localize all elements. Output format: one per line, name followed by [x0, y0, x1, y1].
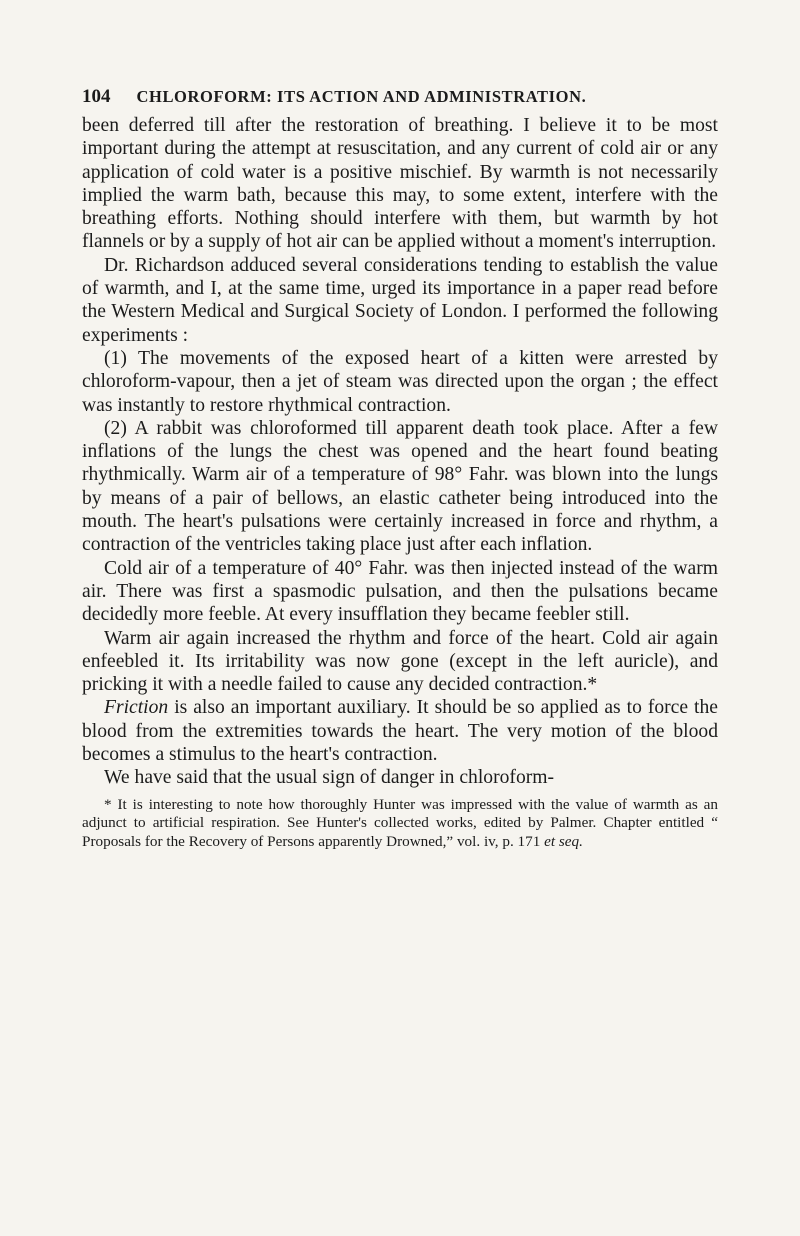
paragraph-cold-air: Cold air of a temperature of 40° Fahr. was then injected instead of the warm air. There was first a spasmodic pulsation, and then the pulsations became decidedly more feeble. At every insufflation they became feebler still. — [82, 557, 718, 626]
footnote-text — [82, 796, 718, 852]
paragraph-warm-air-again: Warm air again increased the rhythm and force of the heart. Cold air again enfeebled it. Its irritability was now gone (except in the left auricle), and pricking it with a needle failed to cause any decided contraction.* — [82, 627, 718, 696]
friction-term: Friction — [104, 697, 169, 719]
paragraph-last: We have said that the usual sign of danger in chloroform- — [104, 767, 555, 789]
running-head — [82, 86, 718, 108]
paragraph-friction — [82, 696, 718, 766]
paragraph-experiment-2: (2) A rabbit was chloroformed till apparent death took place. After a few inflations of the lungs the chest was opened and the heart found beating rhythmically. Warm air of a temperature of 98° Fahr. was blown into the lungs by means of a pair of bellows, an elastic catheter being introduced into the mouth. The heart's pulsations were certainly increased in force and rhythm, a contraction of the ventricles taking place just after each inflation. — [82, 417, 718, 556]
paragraph-richardson: Dr. Richardson adduced several considerations tending to establish the value of warmth, and I, at the same time, urged its importance in a paper read before the Western Medical and Surgical Society of London. I performed the following experiments : — [82, 254, 718, 346]
footnote-body: * It is interesting to note how thoroughly Hunter was impressed with the value of warmth as an adjunct to artificial respiration. See Hunter's collected works, edited by Palmer. Chapter entitled “ Proposals for the Recovery of Persons apparently Drowned,” vol. iv, p. 171 — [82, 795, 718, 851]
page-number: 104 — [82, 86, 111, 107]
paragraph-experiment-1: (1) The movements of the exposed heart of a kitten were arrested by chloroform-vapour, then a jet of steam was directed upon the organ ; the effect was instantly to restore rhythmical contraction. — [82, 347, 718, 416]
body-text — [82, 114, 718, 790]
footnote — [82, 796, 718, 852]
running-title: CHLOROFORM: ITS ACTION AND ADMINISTRATION. — [136, 87, 587, 106]
paragraph-continuation: been deferred till after the restoration of breathing. I believe it to be most important during the attempt at resuscitation, and any current of cold air or any application of cold water is a positive mischief. By warmth is not necessarily implied the warm bath, because this may, to some extent, interfere with the breathing efforts. Nothing should interfere with them, but warmth by hot flannels or by a supply of hot air can be applied without a moment's interruption. — [82, 115, 718, 253]
footnote-italic-tail: et seq. — [544, 833, 583, 851]
friction-text: is also an important auxiliary. It should be so applied as to force the blood from the extremities towards the heart. The very motion of the blood becomes a stimulus to the heart's contraction. — [82, 697, 718, 766]
